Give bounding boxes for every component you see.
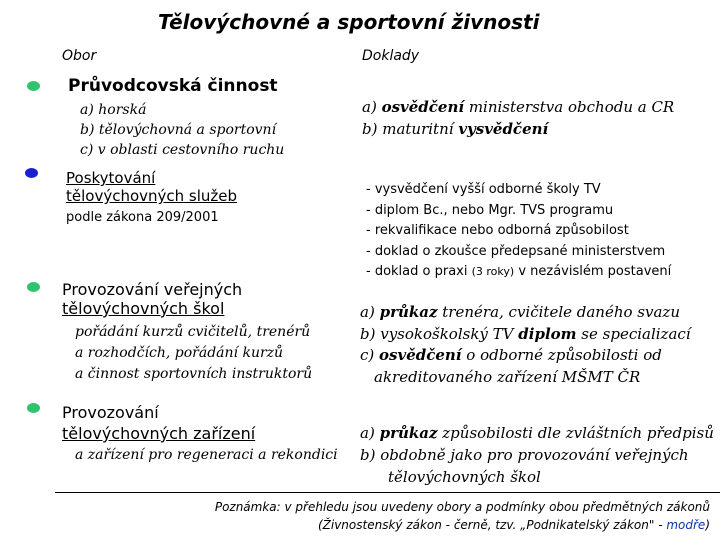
- sub-item: a) horská: [80, 102, 147, 118]
- section-docs: [362, 96, 674, 140]
- section-heading-zarizeni: Provozování tělovýchovných zařízení: [62, 403, 256, 443]
- section-subitems: [75, 322, 312, 385]
- doc-line: a) průkaz trenéra, cvičitele daného svazu: [360, 303, 680, 321]
- bullet-green: [27, 403, 40, 413]
- section-heading-poskytovani: Poskytování tělovýchovných služeb: [66, 169, 238, 205]
- column-header-doklady: Doklady: [362, 48, 420, 64]
- doc-line: - rekvalifikace nebo odborná způsobilost: [366, 223, 629, 238]
- section-docs: [360, 302, 691, 388]
- footnote: [215, 498, 710, 534]
- doc-line: - diplom Bc., nebo Mgr. TVS programu: [366, 202, 614, 218]
- sub-item: pořádání kurzů cvičitelů, trenérů: [75, 324, 311, 340]
- page-title: Tělovýchovné a sportovní živnosti: [158, 10, 540, 34]
- doc-line: - doklad o praxi (3 roky) v nezávislém postavení: [366, 264, 672, 279]
- footnote-line: (Živnostenský zákon - černě, tzv. „Podnikatelský zákon" - modře): [317, 518, 710, 532]
- doc-line: - doklad o zkoušce předepsané ministerstvem: [366, 243, 666, 259]
- footnote-line: Poznámka: v přehledu jsou uvedeny obory a podmínky obou předmětných zákonů: [214, 500, 710, 514]
- bullet-blue: [25, 168, 38, 178]
- bullet-green: [27, 81, 40, 91]
- doc-line: - vysvědčení vyšší odborné školy TV: [366, 182, 601, 197]
- doc-line: a) průkaz způsobilosti dle zvláštních předpisů: [360, 424, 714, 442]
- sub-item: a zařízení pro regeneraci a rekondici: [75, 447, 338, 463]
- doc-line: a) osvědčení ministerstva obchodu a CR: [362, 98, 675, 116]
- section-subitems: [75, 445, 338, 465]
- sub-item: c) v oblasti cestovního ruchu: [80, 142, 285, 158]
- sub-item: a činnost sportovních instruktorů: [75, 366, 313, 382]
- law-reference: podle zákona 209/2001: [66, 210, 219, 225]
- column-header-obor: Obor: [62, 48, 97, 64]
- section-heading-skoly: Provozování veřejných tělovýchovných škol: [62, 280, 243, 318]
- section-docs: [366, 180, 671, 283]
- section-docs: [360, 422, 714, 488]
- doc-line: akreditovaného zařízení MŠMT ČR: [374, 367, 641, 386]
- sub-item: a rozhodčích, pořádání kurzů: [75, 345, 284, 361]
- bullet-green: [27, 282, 40, 292]
- doc-line: c) osvědčení o odborné způsobilosti od: [360, 346, 662, 364]
- doc-line: b) maturitní vysvědčení: [362, 120, 549, 138]
- doc-line: b) obdobně jako pro provozování veřejných: [360, 446, 689, 464]
- doc-line: tělovýchovných škol: [388, 468, 541, 486]
- doc-line: b) vysokoškolský TV diplom se specializací: [360, 324, 691, 343]
- sub-item: b) tělovýchovná a sportovní: [80, 122, 277, 138]
- divider: [55, 492, 720, 493]
- section-heading-pruvodcovska: Průvodcovská činnost: [68, 76, 278, 96]
- section-subitems: [80, 100, 284, 160]
